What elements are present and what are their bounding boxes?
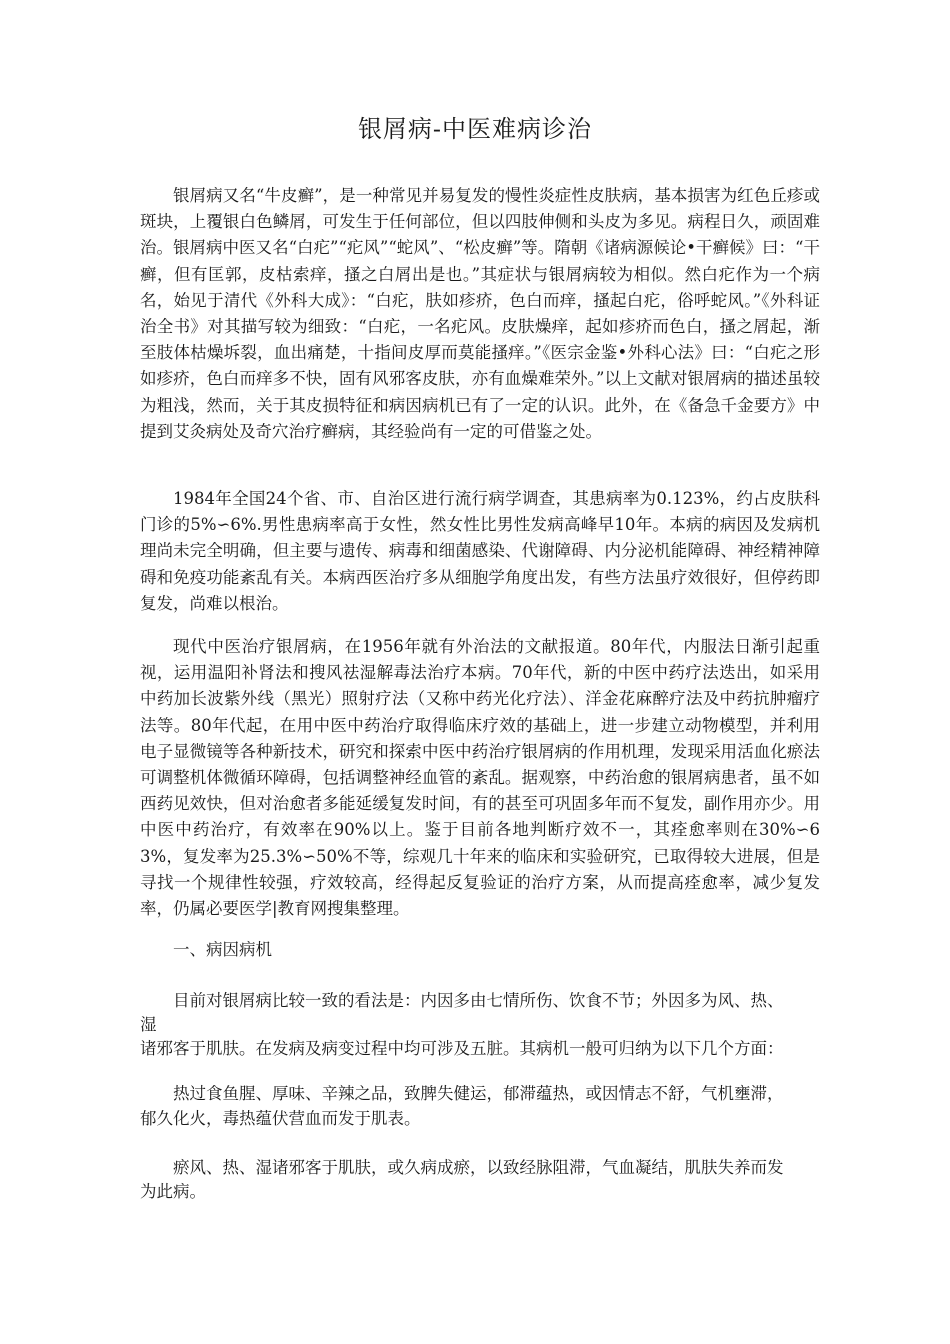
cause-stasis-line: 瘀风、热、湿诸邪客于肌肤，或久病成瘀，以致经脉阻滞，气血凝结，肌肤失养而发 [173,1158,784,1177]
document-title: 银屑病-中医难病诊治 [357,115,593,143]
intro-line: 湿 [140,1015,157,1034]
cause-stasis-line: 为此病。 [140,1182,206,1201]
paragraph-epidemiology: 1984年全国24个省、市、自治区进行流行病学调查，其患病率为0.123%，约占皮肤科门诊的5%∽6%.男性患病率高于女性，然女性比男性发病高峰早10年。本病的病因及发病机理尚未完全明确，但主要与遗传、病毒和细菌感染、代谢障碍、内分泌机能障碍、神经精神障碍和免疫功能紊乱有关。本病西医治疗多从细胞学角度出发，有些方法虽疗效很好，但停药即复发，尚难以根治。 [140,489,820,613]
section-heading: 一、病因病机 [173,940,272,959]
intro-line: 目前对银屑病比较一致的看法是：内因多由七情所伤、饮食不节；外因多为风、热、 [173,991,784,1010]
intro-line: 诸邪客于肌肤。在发病及病变过程中均可涉及五脏。其病机一般可归纳为以下几个方面： [140,1039,784,1058]
paragraph-modern-treatment: 现代中医治疗银屑病，在1956年就有外治法的文献报道。80年代，内服法日渐引起重视，运用温阳补肾法和搜风祛湿解毒法治疗本病。70年代，新的中医中药疗法迭出，如采用中药加长波紫外线（黑光）照射疗法（又称中药光化疗法）、洋金花麻醉疗法及中药抗肿瘤疗法等。80年代起，在用中医中药治疗取得临床疗效的基础上，进一步建立动物模型，并利用电子显微镜等各种新技术，研究和探索中医中药治疗银屑病的作用机理，发现采用活血化瘀法可调整机体微循环障碍，包括调整神经血管的紊乱。据观察，中药治愈的银屑病患者，虽不如西药见效快，但对治愈者多能延缓复发时间，有的甚至可巩固多年而不复发，副作用亦少。用中医中药治疗，有效率在90%以上。鉴于目前各地判断疗效不一，其痊愈率则在30%∽63%，复发率为25.3%∽50%不等，综观几十年来的临床和实验研究，已取得较大进展，但是寻找一个规律性较强，疗效较高，经得起反复验证的治疗方案，从而提高痊愈率，减少复发率，仍属必要医学|教育网搜集整理。 [140,637,820,919]
cause-heat-line: 热过食鱼腥、厚味、辛辣之品，致脾失健运，郁滞蕴热，或因情志不舒，气机壅滞， [173,1084,784,1103]
paragraph-introduction: 银屑病又名“牛皮癣”，是一种常见并易复发的慢性炎症性皮肤病，基本损害为红色丘疹或斑块，上覆银白色鳞屑，可发生于任何部位，但以四肢伸侧和头皮为多见。病程日久，顽固难治。银屑病中医又名“白疕”“疕风”“蛇风”、“松皮癣”等。隋朝《诸病源候论•干癣候》曰：“干癣，但有匡郭，皮枯索痒，搔之白屑出是也。”其症状与银屑病较为相似。然白疕作为一个病名，始见于清代《外科大成》：“白疕，肤如疹疥，色白而痒，搔起白疕，俗呼蛇风。”《外科证治全书》对其描写较为细致：“白疕，一名疕风。皮肤燥痒，起如疹疥而色白，搔之屑起，渐至肢体枯燥坼裂，血出痛楚，十指间皮厚而莫能搔痒。”《医宗金鉴•外科心法》曰：“白疕之形如疹疥，色白而痒多不快，固有风邪客皮肤，亦有血燥难荣外。”以上文献对银屑病的描述虽较为粗浅，然而，关于其皮损特征和病因病机已有了一定的认识。此外，在《备急千金要方》中提到艾灸病处及奇穴治疗癣病，其经验尚有一定的可借鉴之处。 [140,186,820,441]
cause-heat-line: 郁久化火，毒热蕴伏营血而发于肌表。 [140,1109,421,1128]
